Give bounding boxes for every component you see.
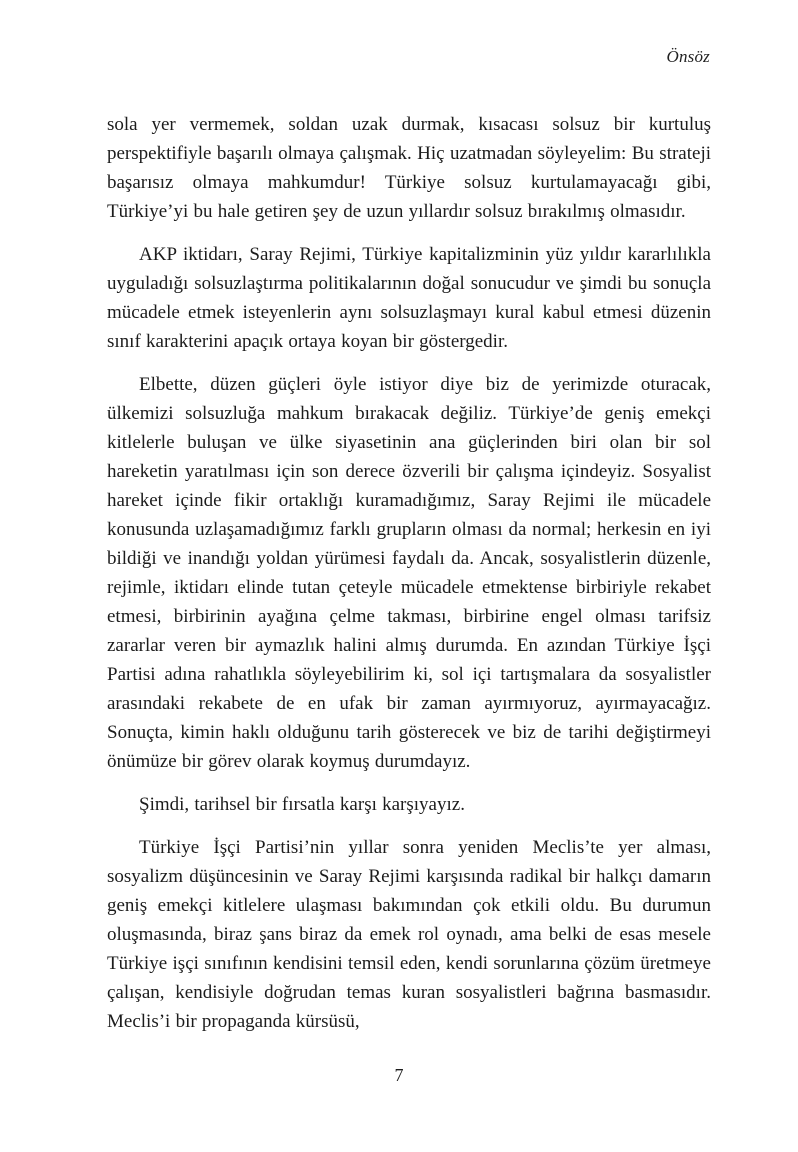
body-paragraph: sola yer vermemek, soldan uzak durmak, kısacası solsuz bir kurtuluş perspektifiyle başarılı olmaya çalışmak. Hiç uzatmadan söyleyelim: Bu strateji başarısız olmaya mahkumdur! Türkiye solsuz kurtulamayacağı gibi, Türkiye’yi bu hale getiren şey de uzun yıllardır solsuz bırakılmış olmasıdır.	[107, 114, 711, 222]
page-number: 7	[394, 1065, 404, 1085]
body-paragraph: Elbette, düzen güçleri öyle istiyor diye biz de yerimizde oturacak, ülkemizi solsuzluğa mahkum bırakacak değiliz. Türkiye’de geniş emekçi kitlelerle buluşan ve ülke siyasetinin ana güçlerinden biri olan bir sol hareketin yaratılması için son derece özverili bir çalışma içindeyiz. Sosyalist hareket içinde fikir ortaklığı kuramadığımız, Saray Rejimi ile mücadele konusunda uzlaşamadığımız farklı grupların olması da normal; herkesin en iyi bildiği ve inandığı yoldan yürümesi faydalı da. Ancak, sosyalistlerin düzenle, rejimle, iktidarı elinde tutan çeteyle mücadele etmektense birbiriyle rekabet etmesi, birbirinin ayağına çelme takması, birbirine engel olması tarifsiz zararlar veren bir aymazlık halini almış durumda. En azından Türkiye İşçi Partisi adına rahatlıkla söyleyebilirim ki, sol içi tartışmalara da sosyalistler arasındaki rekabete de en ufak bir zaman ayırmıyoruz, ayırmayacağız. Sonuçta, kimin haklı olduğunu tarih gösterecek ve biz de tarihi değiştirmeyi önümüze bir görev olarak koymuş durumdayız.	[107, 374, 711, 772]
body-paragraph: Şimdi, tarihsel bir fırsatla karşı karşıyayız.	[139, 794, 465, 815]
running-head: Önsöz	[666, 47, 710, 66]
body-paragraph: AKP iktidarı, Saray Rejimi, Türkiye kapitalizminin yüz yıldır kararlılıkla uyguladığı solsuzlaştırma politikalarının doğal sonucudur ve şimdi bu sonuçla mücadele etmek isteyenlerin aynı solsuzlaşmayı kural kabul etmesi düzenin sınıf karakterini apaçık ortaya koyan bir göstergedir.	[107, 244, 711, 352]
body-paragraph: Türkiye İşçi Partisi’nin yıllar sonra yeniden Meclis’te yer alması, sosyalizm düşüncesinin ve Saray Rejimi karşısında radikal bir halkçı damarın geniş emekçi kitlelere ulaşması bakımından çok etkili oldu. Bu durumun oluşmasında, biraz şans biraz da emek rol oynadı, ama belki de esas mesele Türkiye işçi sınıfının kendisini temsil eden, kendi sorunlarına çözüm üretmeye çalışan, kendisiyle doğrudan temas kuran sosyalistleri bağrına basmasıdır. Meclis’i bir propaganda kürsüsü,	[107, 837, 711, 1032]
page-body	[107, 110, 711, 1050]
